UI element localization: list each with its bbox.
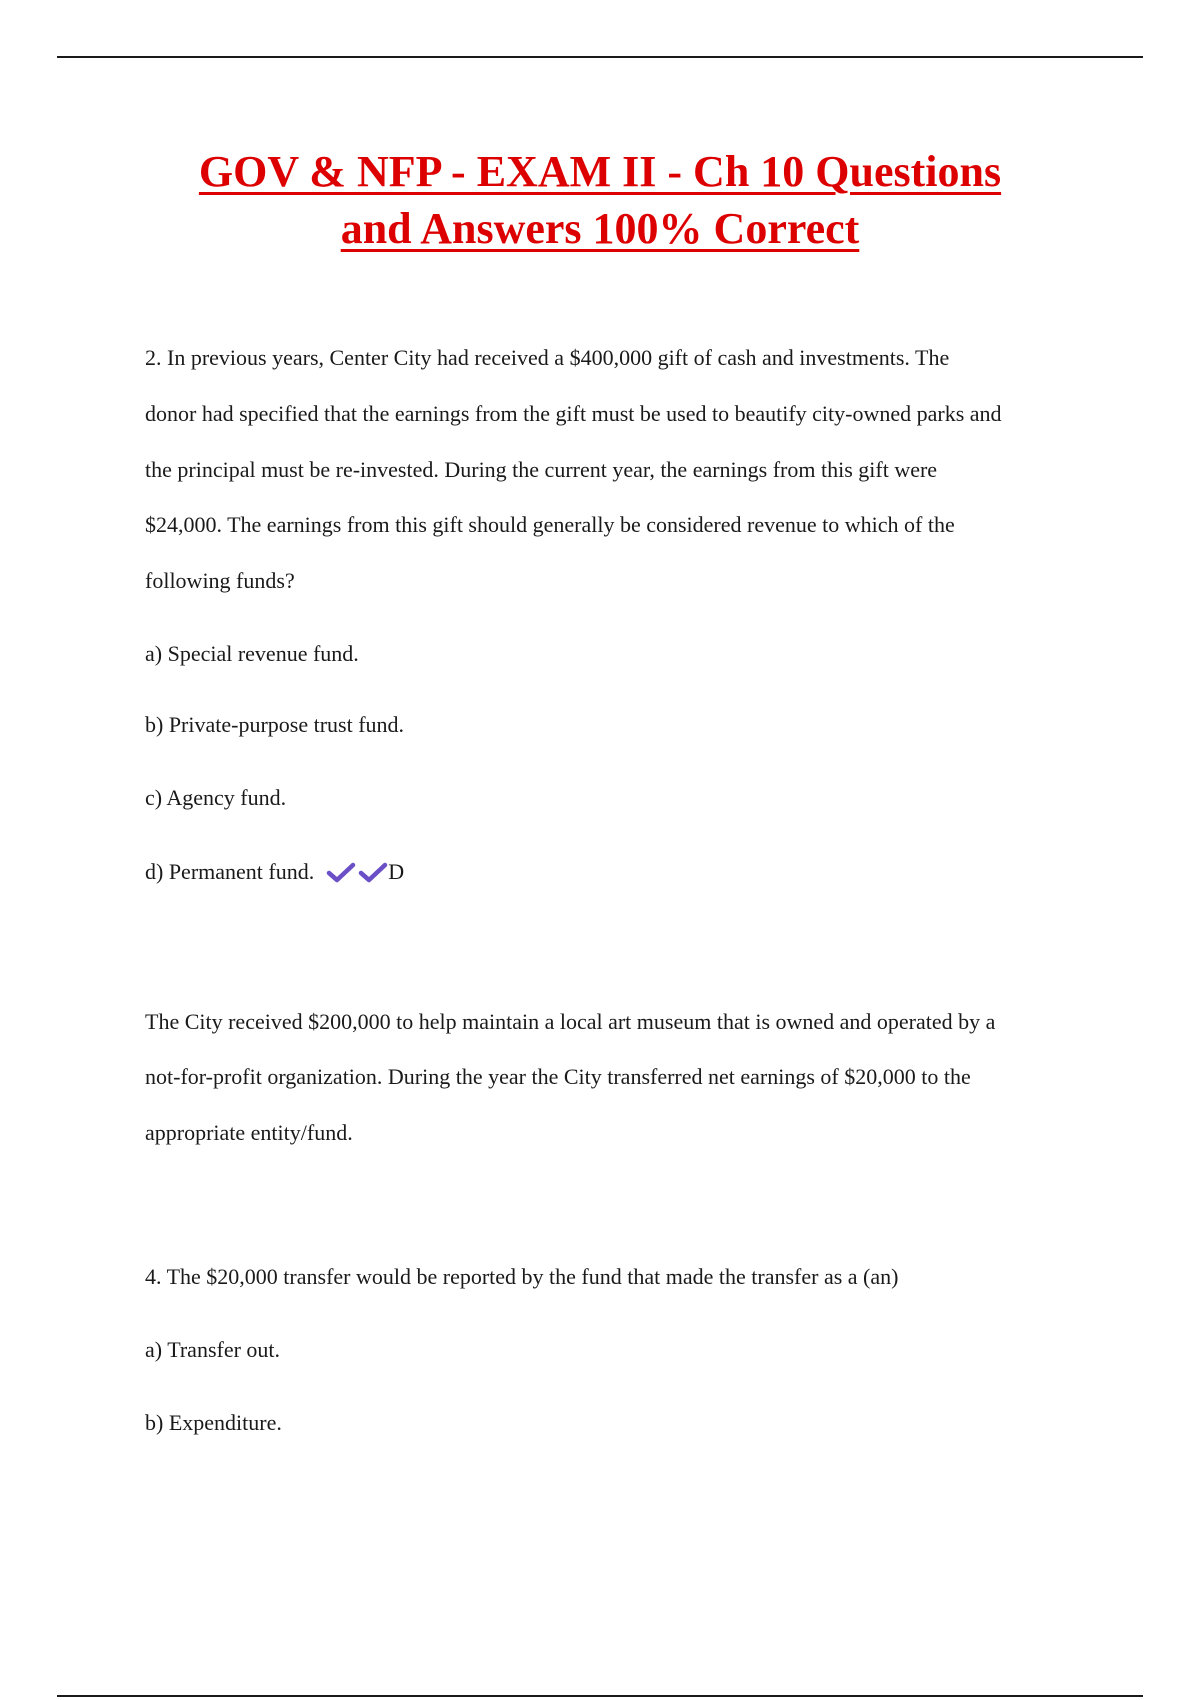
q2-option-c: c) Agency fund. — [145, 785, 287, 810]
q2-option-d: d) Permanent fund. — [145, 859, 315, 884]
scenario-line-3: appropriate entity/fund. — [145, 1120, 353, 1145]
q2-line-3: the principal must be re-invested. During the current year, the earnings from this gift were — [145, 457, 938, 482]
q2-option-b: b) Private-purpose trust fund. — [145, 712, 405, 737]
top-rule — [57, 56, 1143, 58]
title-line-2: and Answers 100% Correct — [340, 204, 860, 253]
scenario-line-2: not-for-profit organization. During the year the City transferred net earnings of $20,000 to the — [145, 1064, 971, 1089]
q2-answer: D — [388, 859, 405, 884]
q2-line-1: 2. In previous years, Center City had received a $400,000 gift of cash and investments. The — [145, 345, 950, 370]
q2-option-d-row — [145, 858, 404, 886]
checkmark-icon — [326, 861, 356, 883]
bottom-rule — [57, 1695, 1143, 1697]
q2-line-5: following funds? — [145, 568, 295, 593]
q2-line-4: $24,000. The earnings from this gift should generally be considered revenue to which of the — [145, 512, 955, 537]
q2-option-a: a) Special revenue fund. — [145, 641, 359, 666]
q2-line-2: donor had specified that the earnings from the gift must be used to beautify city-owned parks and — [145, 401, 1002, 426]
scenario-line-1: The City received $200,000 to help maintain a local art museum that is owned and operated by a — [145, 1009, 996, 1034]
q4-question: 4. The $20,000 transfer would be reported by the fund that made the transfer as a (an) — [145, 1264, 899, 1289]
q4-option-b: b) Expenditure. — [145, 1410, 282, 1435]
q4-option-a: a) Transfer out. — [145, 1337, 281, 1362]
title-line-1: GOV & NFP - EXAM II - Ch 10 Questions — [198, 147, 1002, 196]
checkmark-icon — [358, 861, 388, 883]
document-title — [100, 143, 1100, 257]
